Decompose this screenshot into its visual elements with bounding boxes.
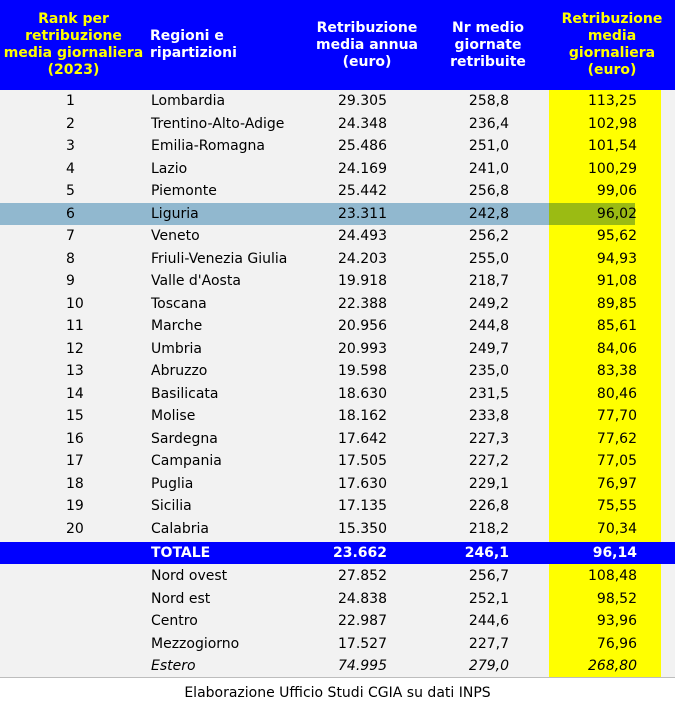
annual-pay-cell: 24.348 — [338, 115, 387, 132]
region-cell: Basilicata — [151, 385, 219, 402]
daily-pay-cell: 268,80 — [588, 658, 637, 674]
region-cell: Campania — [151, 453, 222, 469]
annual-pay-cell: 15.350 — [338, 520, 387, 537]
daily-pay-cell: 77,62 — [596, 430, 637, 447]
annual-pay-cell: 24.838 — [338, 590, 387, 607]
rank-cell: 7 — [66, 228, 75, 244]
paid-days-cell: 231,5 — [468, 385, 509, 402]
annual-pay-cell: 74.995 — [338, 658, 387, 674]
annual-pay-cell: 17.642 — [338, 430, 387, 447]
table-row — [0, 90, 675, 113]
daily-pay-cell: 91,08 — [596, 273, 637, 289]
daily-pay-cell: 100,29 — [588, 160, 637, 177]
rank-cell: 17 — [66, 453, 84, 469]
rank-cell: 14 — [66, 385, 84, 402]
annual-pay-cell: 18.630 — [338, 385, 387, 402]
paid-days-cell: 227,7 — [468, 635, 509, 652]
paid-days-cell: 256,8 — [468, 183, 509, 199]
daily-pay-cell: 99,06 — [596, 183, 637, 199]
table-row — [0, 135, 675, 158]
rank-cell: 9 — [66, 273, 75, 289]
rank-cell: 3 — [66, 138, 75, 154]
header-region: Regioni e ripartizioni — [150, 28, 237, 61]
daily-pay-cell: 70,34 — [596, 520, 637, 537]
annual-pay-cell: 20.993 — [338, 340, 387, 357]
area-name-cell: Nord est — [151, 590, 211, 607]
area-row — [0, 565, 675, 588]
annual-pay-cell: 23.311 — [338, 205, 387, 222]
paid-days-cell: 233,8 — [468, 408, 509, 424]
paid-days-cell: 244,8 — [468, 318, 509, 334]
daily-pay-cell: 96,02 — [596, 205, 637, 222]
daily-pay-cell: 98,52 — [596, 590, 637, 607]
rank-cell: 18 — [66, 475, 84, 492]
header-daily-pay: Retribuzione media giornaliera (euro) — [561, 11, 663, 78]
total-annual: 23.662 — [332, 545, 387, 561]
region-cell: Molise — [151, 408, 196, 424]
annual-pay-cell: 25.486 — [338, 138, 387, 154]
table-row — [0, 405, 675, 428]
region-cell: Lazio — [151, 160, 188, 177]
table-row — [0, 360, 675, 383]
annual-pay-cell: 19.598 — [338, 363, 387, 379]
area-name-cell: Mezzogiorno — [151, 635, 240, 652]
annual-pay-cell: 17.505 — [338, 453, 387, 469]
daily-pay-cell: 84,06 — [596, 340, 637, 357]
daily-pay-cell: 94,93 — [596, 250, 637, 267]
header-annual-pay: Retribuzione media annua (euro) — [315, 19, 419, 70]
region-cell: Puglia — [151, 475, 194, 492]
paid-days-cell: 249,2 — [468, 295, 509, 312]
rank-cell: 19 — [66, 498, 84, 514]
table-header — [0, 0, 675, 90]
daily-pay-cell: 80,46 — [596, 385, 637, 402]
region-cell: Trentino-Alto-Adige — [151, 115, 285, 132]
table-row — [0, 248, 675, 271]
daily-pay-cell: 93,96 — [596, 613, 637, 629]
table-row — [0, 383, 675, 406]
rank-cell: 16 — [66, 430, 84, 447]
paid-days-cell: 279,0 — [468, 658, 509, 674]
region-cell: Valle d'Aosta — [151, 273, 241, 289]
paid-days-cell: 218,2 — [468, 520, 509, 537]
area-row — [0, 588, 675, 611]
paid-days-cell: 244,6 — [468, 613, 509, 629]
annual-pay-cell: 22.388 — [338, 295, 387, 312]
area-name-cell: Centro — [151, 613, 198, 629]
table-row — [0, 428, 675, 451]
table-row — [0, 338, 675, 361]
table-row — [0, 495, 675, 518]
area-name-cell: Nord ovest — [151, 568, 228, 584]
total-label: TOTALE — [151, 545, 211, 561]
annual-pay-cell: 24.169 — [338, 160, 387, 177]
table-row — [0, 450, 675, 473]
daily-pay-cell: 76,96 — [596, 635, 637, 652]
area-row — [0, 610, 675, 633]
paid-days-cell: 229,1 — [468, 475, 509, 492]
paid-days-cell: 249,7 — [468, 340, 509, 357]
daily-pay-cell: 77,05 — [596, 453, 637, 469]
region-cell: Emilia-Romagna — [151, 138, 266, 154]
region-cell: Veneto — [151, 228, 200, 244]
rank-cell: 10 — [66, 295, 84, 312]
header-paid-days: Nr medio giornate retribuite — [450, 19, 526, 70]
paid-days-cell: 258,8 — [468, 93, 509, 109]
table-row — [0, 315, 675, 338]
region-cell: Liguria — [151, 205, 199, 222]
daily-pay-cell: 75,55 — [596, 498, 637, 514]
daily-pay-cell: 95,62 — [596, 228, 637, 244]
annual-pay-cell: 17.135 — [338, 498, 387, 514]
header-rank: Rank per retribuzione media giornaliera (2023) — [3, 11, 144, 78]
region-cell: Sicilia — [151, 498, 192, 514]
annual-pay-cell: 24.493 — [338, 228, 387, 244]
annual-pay-cell: 18.162 — [338, 408, 387, 424]
rank-cell: 1 — [66, 93, 75, 109]
paid-days-cell: 255,0 — [468, 250, 509, 267]
region-cell: Marche — [151, 318, 203, 334]
rank-cell: 15 — [66, 408, 84, 424]
table-row — [0, 270, 675, 293]
annual-pay-cell: 17.527 — [338, 635, 387, 652]
paid-days-cell: 226,8 — [468, 498, 509, 514]
rank-cell: 11 — [66, 318, 84, 334]
annual-pay-cell: 25.442 — [338, 183, 387, 199]
annual-pay-cell: 20.956 — [338, 318, 387, 334]
daily-pay-cell: 102,98 — [588, 115, 637, 132]
paid-days-cell: 227,2 — [468, 453, 509, 469]
area-name-cell: Estero — [151, 658, 196, 674]
daily-pay-cell: 108,48 — [588, 568, 637, 584]
annual-pay-cell: 17.630 — [338, 475, 387, 492]
rank-cell: 20 — [66, 520, 84, 537]
paid-days-cell: 236,4 — [468, 115, 509, 132]
annual-pay-cell: 24.203 — [338, 250, 387, 267]
table-row — [0, 293, 675, 316]
table-row — [0, 113, 675, 136]
paid-days-cell: 241,0 — [468, 160, 509, 177]
rank-cell: 13 — [66, 363, 84, 379]
paid-days-cell: 256,7 — [468, 568, 509, 584]
annual-pay-cell: 27.852 — [338, 568, 387, 584]
area-row — [0, 655, 675, 678]
table-row — [0, 158, 675, 181]
daily-pay-cell: 85,61 — [596, 318, 637, 334]
rank-cell: 5 — [66, 183, 75, 199]
rank-cell: 2 — [66, 115, 75, 132]
annual-pay-cell: 22.987 — [338, 613, 387, 629]
area-row — [0, 633, 675, 656]
region-cell: Piemonte — [151, 183, 217, 199]
table-row — [0, 203, 675, 226]
daily-pay-cell: 83,38 — [596, 363, 637, 379]
annual-pay-cell: 19.918 — [338, 273, 387, 289]
region-cell: Friuli-Venezia Giulia — [151, 250, 288, 267]
paid-days-cell: 251,0 — [468, 138, 509, 154]
paid-days-cell: 252,1 — [468, 590, 509, 607]
region-cell: Lombardia — [151, 93, 226, 109]
paid-days-cell: 242,8 — [468, 205, 509, 222]
daily-pay-cell: 101,54 — [588, 138, 637, 154]
total-daily: 96,14 — [592, 545, 637, 561]
rank-cell: 12 — [66, 340, 84, 357]
total-days: 246,1 — [464, 545, 509, 561]
table-row — [0, 225, 675, 248]
rank-cell: 4 — [66, 160, 75, 177]
paid-days-cell: 235,0 — [468, 363, 509, 379]
daily-pay-cell: 77,70 — [596, 408, 637, 424]
paid-days-cell: 256,2 — [468, 228, 509, 244]
daily-pay-cell: 76,97 — [596, 475, 637, 492]
daily-pay-cell: 113,25 — [588, 93, 637, 109]
table-row — [0, 180, 675, 203]
rank-cell: 8 — [66, 250, 75, 267]
source-note: Elaborazione Ufficio Studi CGIA su dati INPS — [0, 677, 675, 708]
region-cell: Calabria — [151, 520, 209, 537]
table-row — [0, 473, 675, 496]
rank-cell: 6 — [66, 205, 75, 222]
region-cell: Abruzzo — [151, 363, 208, 379]
region-cell: Umbria — [151, 340, 202, 357]
region-cell: Toscana — [151, 295, 207, 312]
total-row — [0, 542, 675, 564]
annual-pay-cell: 29.305 — [338, 93, 387, 109]
paid-days-cell: 227,3 — [468, 430, 509, 447]
table-row — [0, 518, 675, 541]
daily-pay-cell: 89,85 — [596, 295, 637, 312]
paid-days-cell: 218,7 — [468, 273, 509, 289]
region-cell: Sardegna — [151, 430, 218, 447]
